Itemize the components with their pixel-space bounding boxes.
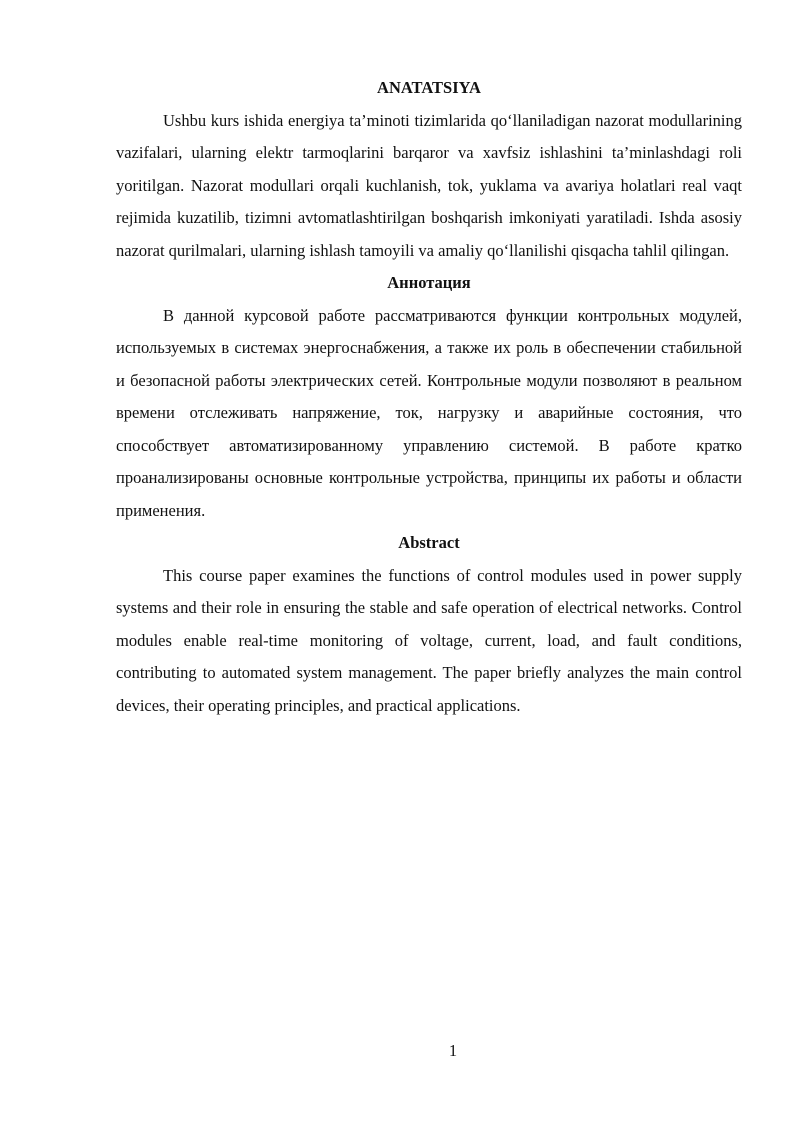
page-number: 1: [448, 1041, 458, 1060]
page-content: [116, 72, 742, 722]
section-body-uzbek: Ushbu kurs ishida energiya ta’minoti tizimlarida qo‘llaniladigan nazorat modullarining vazifalari, ularning elektr tarmoqlarini barqaror va xavfsiz ishlashini ta’minlashdagi roli yoritilgan. Nazorat modullari orqali kuchlanish, tok, yuklama va avariya holatlari real vaqt rejimida kuzatilib, tizimni avtomatlashtirilgan boshqarish imkoniyati yaratiladi. Ishda asosiy nazorat qurilmalari, ularning ishlash tamoyili va amaliy qo‘llanilishi qisqacha tahlil qilingan.: [116, 110, 742, 260]
section-body-english: This course paper examines the functions of control modules used in power supply systems and their role in ensuring the stable and safe operation of electrical networks. Control modules enable real-time monitoring of voltage, current, load, and fault conditions, contributing to automated system management. The paper briefly analyzes the main control devices, their operating principles, and practical applications.: [116, 565, 742, 715]
section-heading-english: Abstract: [398, 533, 460, 552]
section-heading-uzbek: ANATATSIYA: [377, 78, 481, 97]
section-heading-russian: Аннотация: [387, 273, 471, 292]
section-body-russian: В данной курсовой работе рассматриваются функции контрольных модулей, используемых в системах энергоснабжения, а также их роль в обеспечении стабильной и безопасной работы электрических сетей. Контрольные модули позволяют в реальном времени отслеживать напряжение, ток, нагрузку и аварийные состояния, что способствует автоматизированному управлению системой. В работе кратко проанализированы основные контрольные устройства, принципы их работы и области применения.: [116, 305, 742, 520]
